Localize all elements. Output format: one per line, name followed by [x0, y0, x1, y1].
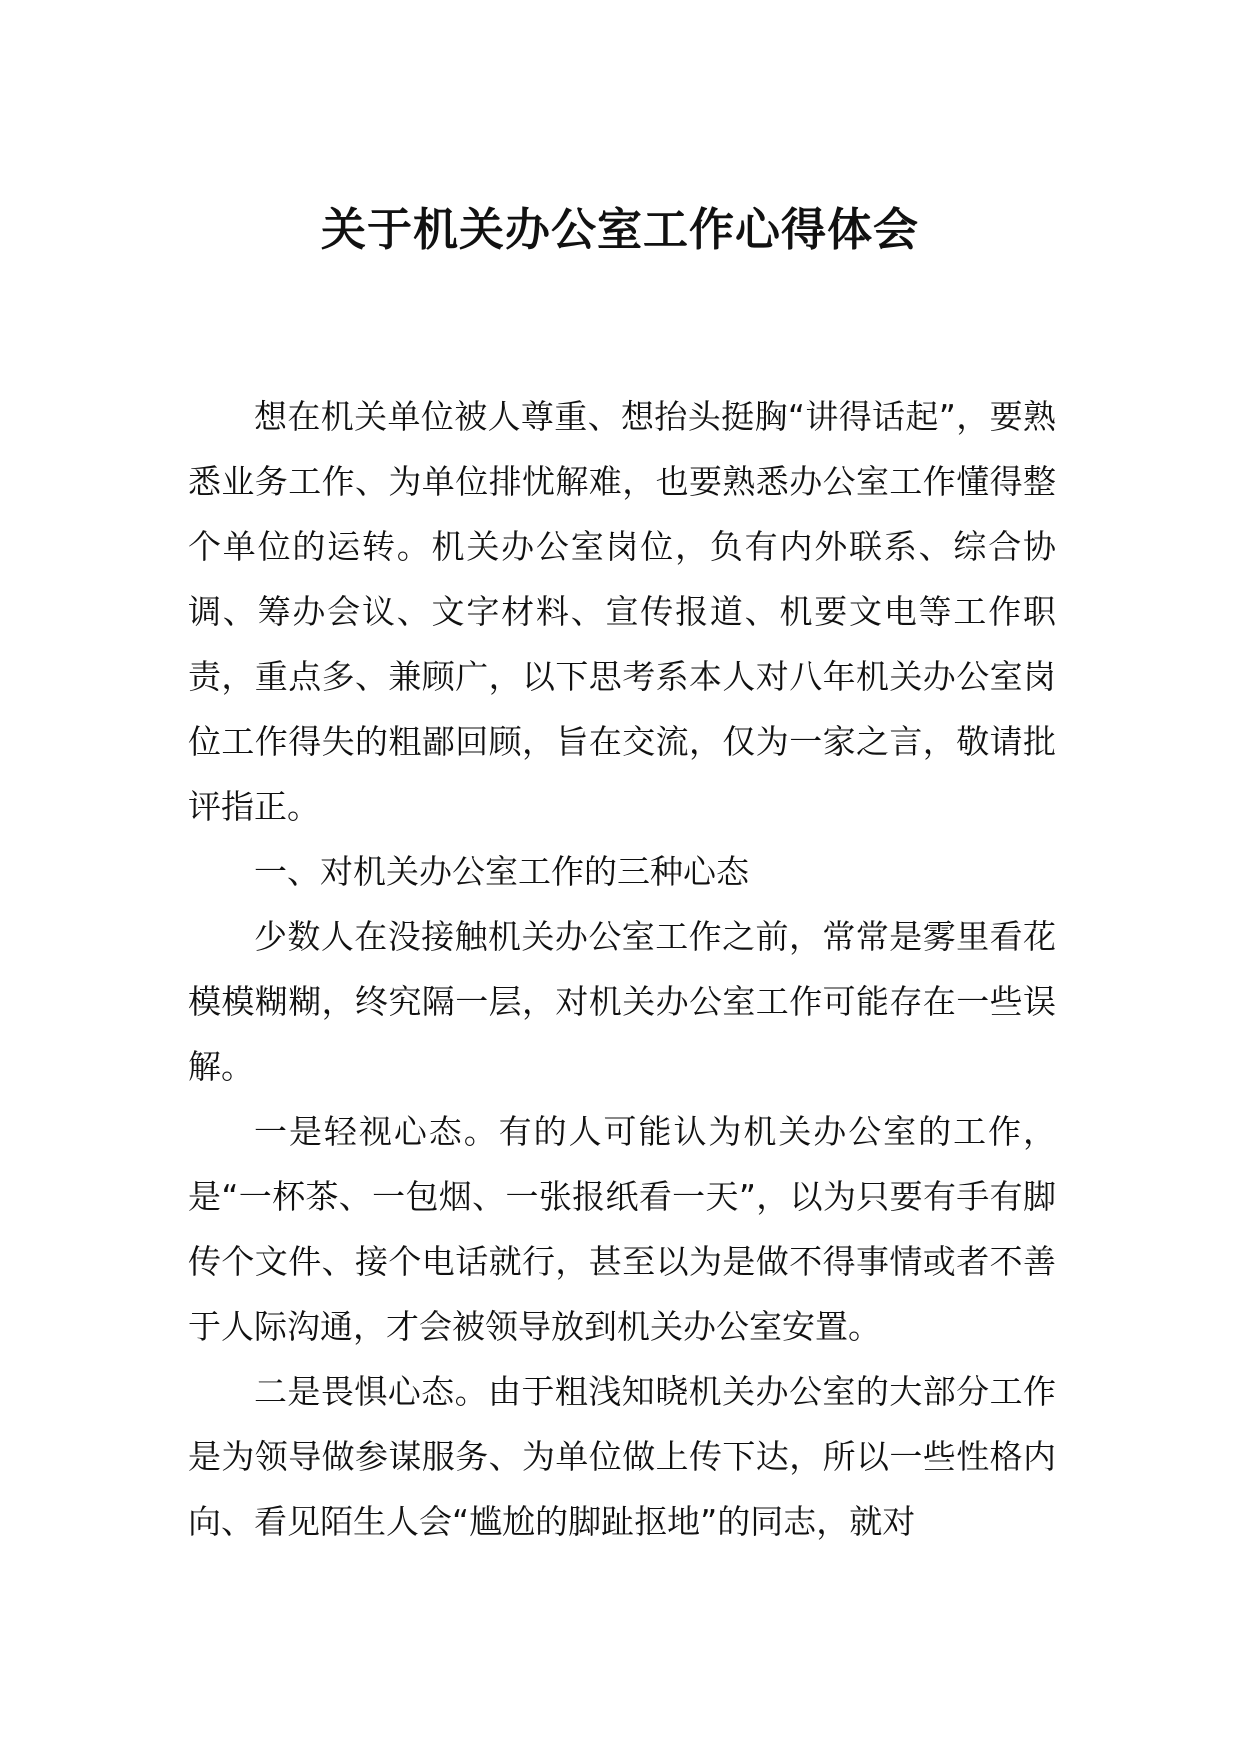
paragraph-intro: 想在机关单位被人尊重、想抬头挺胸“讲得话起”，要熟悉业务工作、为单位排忧解难，也要熟悉办公室工作懂得整个单位的运转。机关办公室岗位，负有内外联系、综合协调、筹办会议、文字材料、宣传报道、机要文电等工作职责，重点多、兼顾广，以下思考系本人对八年机关办公室岗位工作得失的粗鄙回顾，旨在交流，仅为一家之言，敬请批评指正。	[188, 397, 1056, 826]
paragraph: 少数人在没接触机关办公室工作之前，常常是雾里看花模模糊糊，终究隔一层，对机关办公室工作可能存在一些误解。	[188, 917, 1056, 1086]
section-heading: 一、对机关办公室工作的三种心态	[254, 852, 749, 891]
document-title: 关于机关办公室工作心得体会	[320, 203, 919, 256]
paragraph: 二是畏惧心态。由于粗浅知晓机关办公室的大部分工作是为领导做参谋服务、为单位做上传下达，所以一些性格内向、看见陌生人会“尴尬的脚趾抠地”的同志，就对	[188, 1372, 1056, 1541]
document-body	[188, 384, 1056, 1554]
paragraph: 一是轻视心态。有的人可能认为机关办公室的工作，是“一杯茶、一包烟、一张报纸看一天”，以为只要有手有脚传个文件、接个电话就行，甚至以为是做不得事情或者不善于人际沟通，才会被领导放到机关办公室安置。	[188, 1112, 1056, 1346]
